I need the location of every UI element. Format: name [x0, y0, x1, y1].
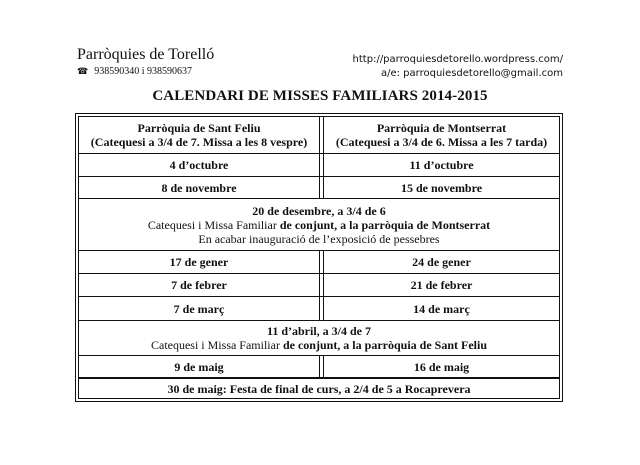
date-sant-feliu: 7 de març — [173, 301, 225, 316]
parish-name: Parròquia de Montserrat — [376, 121, 507, 135]
joint-mass-april — [79, 321, 559, 355]
email-link[interactable]: a/e: parroquiesdetorello@gmail.com — [380, 68, 563, 79]
phone-numbers: 938590340 i 938590637 — [94, 66, 192, 77]
final-event: 30 de maig: Festa de final de curs, a 2/4 de 5 a Rocaprevera — [167, 381, 471, 396]
table-row — [79, 177, 559, 199]
joint-location: de conjunt, a la parròquia de Montserrat — [279, 217, 491, 232]
date-sant-feliu: 17 de gener — [169, 255, 229, 269]
table-header-row — [79, 117, 559, 154]
date-sant-feliu: 8 de novembre — [161, 180, 237, 195]
joint-date: 11 d’abril, a 3/4 de 7 — [266, 324, 371, 338]
table-row — [79, 297, 559, 321]
table-row — [79, 154, 559, 177]
date-sant-feliu: 4 d’octubre — [169, 158, 229, 172]
date-montserrat: 24 de gener — [412, 255, 471, 269]
header-right — [353, 53, 563, 81]
parish-schedule: (Catequesi a 3/4 de 6. Missa a les 7 tarda) — [335, 135, 548, 149]
calendar-table — [75, 113, 563, 402]
phone-icon: ☎ — [77, 66, 89, 76]
header-montserrat — [324, 117, 559, 153]
header-sant-feliu — [79, 117, 319, 153]
joint-mass-row — [79, 199, 559, 251]
joint-mass-december — [79, 199, 559, 250]
table-row — [79, 356, 559, 378]
joint-desc: Catequesi i Missa Familiar — [150, 338, 283, 352]
phone-line — [77, 65, 214, 78]
parish-name: Parròquia de Sant Feliu — [137, 121, 261, 135]
joint-location: de conjunt, a la parròquia de Sant Feliu — [282, 338, 487, 352]
website-link[interactable]: http://parroquiesdetorello.wordpress.com/ — [352, 54, 563, 65]
date-sant-feliu: 7 de febrer — [171, 278, 227, 292]
parish-schedule: (Catequesi a 3/4 de 7. Missa a les 8 vespre) — [90, 135, 308, 149]
joint-date: 20 de desembre, a 3/4 de 6 — [252, 203, 386, 218]
table-row — [79, 251, 559, 274]
organization-name: Parròquies de Torelló — [77, 46, 215, 63]
date-montserrat: 15 de novembre — [400, 180, 483, 195]
joint-note: En acabar inauguració de l’exposició de pessebres — [198, 231, 440, 246]
date-montserrat: 14 de març — [413, 301, 470, 316]
date-montserrat: 16 de maig — [413, 359, 470, 374]
final-event-row — [79, 378, 559, 398]
header-left — [77, 46, 214, 78]
joint-desc: Catequesi i Missa Familiar — [147, 217, 280, 232]
date-montserrat: 11 d’octubre — [409, 158, 474, 172]
table-row — [79, 274, 559, 297]
page-title: CALENDARI DE MISSES FAMILIARS 2014-2015 — [152, 88, 488, 104]
date-montserrat: 21 de febrer — [410, 278, 473, 292]
date-sant-feliu: 9 de maig — [174, 359, 224, 374]
joint-mass-row — [79, 321, 559, 356]
